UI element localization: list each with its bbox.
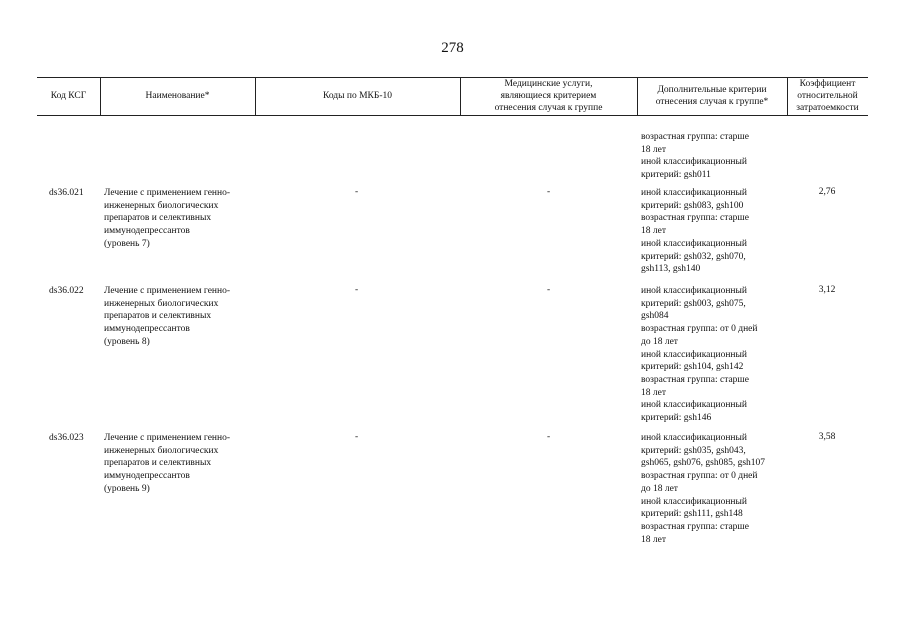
name-line: (уровень 9) — [104, 483, 150, 494]
criteria-line: gsh065, gsh076, gsh085, gsh107 — [641, 458, 766, 469]
header-mkb-codes: Коды по МКБ-10 — [322, 91, 393, 101]
mkb-codes-cell: - — [355, 432, 359, 442]
criteria-line: возрастная группа: от 0 дней — [641, 324, 758, 335]
criteria-line: gsh113, gsh140 — [641, 264, 701, 275]
criteria-cell — [641, 187, 749, 276]
criteria-line: критерий: gsh003, gsh075, — [641, 298, 746, 309]
coefficient-cell: 2,76 — [818, 187, 836, 197]
continued-criteria-cell — [641, 131, 749, 182]
name-line: инженерных биологических — [104, 445, 219, 456]
header-code-ksg: Код КСГ — [50, 91, 87, 101]
header-name-line: Наименование* — [145, 91, 210, 101]
name-line: препаратов и селективных — [104, 458, 212, 469]
name-line: иммунодепрессантов — [104, 324, 190, 335]
criteria-line: иной классификационный — [641, 157, 747, 168]
criteria-line: gsh084 — [641, 311, 669, 322]
criteria-line: до 18 лет — [641, 336, 678, 347]
header-criteria-line: Дополнительные критерии — [657, 85, 767, 95]
criteria-line: возрастная группа: старше — [641, 132, 749, 142]
criteria-line: критерий: gsh035, gsh043, — [641, 445, 746, 456]
criteria-line: возрастная группа: старше — [641, 521, 749, 532]
mkb-codes-cell: - — [355, 285, 359, 295]
name-cell — [104, 432, 230, 496]
header-criteria-line: отнесения случая к группе* — [655, 97, 769, 107]
name-line: иммунодепрессантов — [104, 226, 190, 237]
criteria-line: критерий: gsh146 — [641, 413, 712, 424]
name-line: Лечение с применением генно- — [104, 286, 230, 296]
mkb-codes-cell: - — [355, 187, 359, 197]
header-services-line: Медицинские услуги, — [504, 79, 593, 89]
criteria-line: иной классификационный — [641, 496, 747, 507]
header-criteria — [637, 77, 787, 115]
services-cell: - — [547, 432, 551, 442]
criteria-line: иной классификационный — [641, 238, 747, 249]
criteria-line: иной классификационный — [641, 433, 747, 443]
coefficient-cell: 3,58 — [818, 432, 836, 442]
criteria-line: возрастная группа: старше — [641, 374, 749, 385]
header-coefficient-line: относительной — [797, 91, 858, 101]
header-bottom-rule — [37, 115, 868, 116]
criteria-cell — [641, 285, 757, 425]
name-cell — [104, 187, 230, 251]
criteria-line: до 18 лет — [641, 483, 678, 494]
name-line: (уровень 8) — [104, 336, 150, 347]
name-line: Лечение с применением генно- — [104, 188, 230, 198]
name-line: инженерных биологических — [104, 298, 219, 309]
criteria-line: 18 лет — [641, 387, 666, 398]
criteria-line: 18 лет — [641, 534, 666, 545]
name-line: препаратов и селективных — [104, 311, 212, 322]
header-services-line: отнесения случая к группе — [494, 103, 603, 113]
name-line: препаратов и селективных — [104, 213, 212, 224]
criteria-line: критерий: gsh111, gsh148 — [641, 509, 743, 520]
criteria-line: иной классификационный — [641, 349, 747, 360]
header-coefficient-line: затратоемкости — [796, 103, 859, 113]
header-services — [460, 77, 637, 115]
criteria-line: критерий: gsh032, gsh070, — [641, 251, 746, 262]
criteria-cell — [641, 432, 765, 546]
criteria-line: критерий: gsh104, gsh142 — [641, 362, 744, 373]
criteria-line: возрастная группа: старше — [641, 213, 749, 224]
name-line: инженерных биологических — [104, 200, 219, 211]
name-line: Лечение с применением генно- — [104, 433, 230, 443]
criteria-line: 18 лет — [641, 144, 666, 155]
criteria-line: критерий: gsh011 — [641, 170, 711, 181]
name-line: иммунодепрессантов — [104, 471, 190, 482]
coefficient-cell: 3,12 — [818, 285, 836, 295]
services-cell: - — [547, 285, 551, 295]
criteria-line: возрастная группа: от 0 дней — [641, 471, 758, 482]
criteria-line: 18 лет — [641, 226, 666, 237]
ksg-code-cell: ds36.022 — [49, 286, 84, 296]
name-cell — [104, 285, 230, 349]
name-line: (уровень 7) — [104, 238, 150, 249]
page-number: 278 — [441, 40, 464, 56]
services-cell: - — [547, 187, 551, 197]
header-name — [100, 77, 255, 115]
header-coefficient — [787, 77, 868, 115]
criteria-line: критерий: gsh083, gsh100 — [641, 200, 744, 211]
header-coefficient-line: Коэффициент — [799, 79, 856, 89]
ksg-code-cell: ds36.023 — [49, 433, 84, 443]
header-services-line: являющиеся критерием — [500, 91, 597, 101]
ksg-code-cell: ds36.021 — [49, 188, 84, 198]
criteria-line: иной классификационный — [641, 286, 747, 296]
criteria-line: иной классификационный — [641, 400, 747, 411]
criteria-line: иной классификационный — [641, 188, 747, 198]
